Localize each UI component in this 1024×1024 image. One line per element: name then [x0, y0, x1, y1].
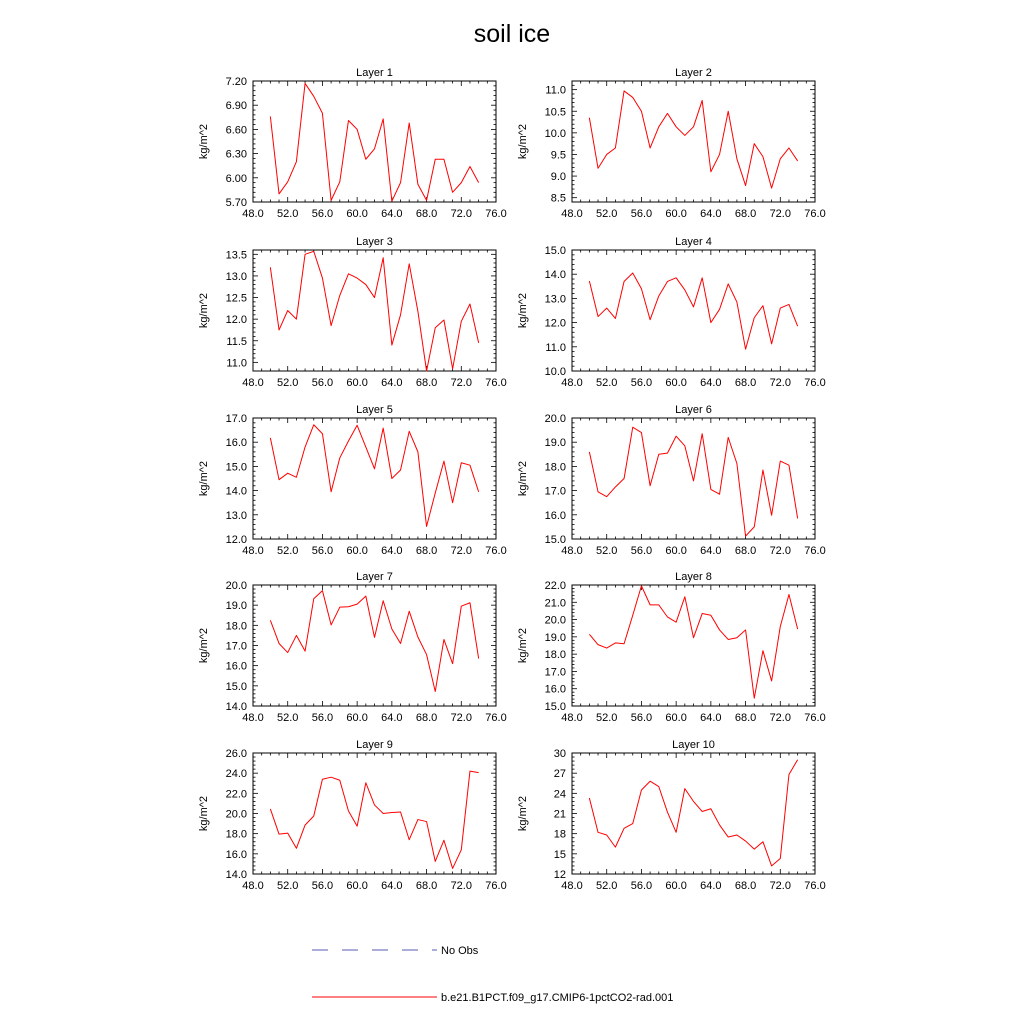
panel-1-title: Layer 1	[356, 67, 393, 79]
panel-8-xtick-label: 76.0	[804, 712, 826, 724]
panel-4-xtick-label: 68.0	[734, 377, 757, 389]
panel-4-ytick-label: 10.0	[544, 366, 566, 378]
panel-8-xtick-label: 60.0	[665, 712, 687, 724]
panel-10-xtick-label: 60.0	[665, 880, 687, 892]
panel-4-xtick-label: 64.0	[700, 377, 722, 389]
legend	[312, 945, 673, 1004]
panel-10-series-line	[589, 760, 797, 866]
panel-1-series-line	[270, 83, 478, 201]
panel-5-series-line	[270, 425, 478, 527]
panel-8-ytick-label: 15.0	[544, 701, 566, 713]
panel-7-ytick-label: 19.0	[225, 600, 247, 613]
panel-8-ytick-label: 21.0	[544, 597, 566, 610]
panel-10-xtick-label: 68.0	[734, 880, 757, 892]
panel-8-xtick-label: 52.0	[596, 712, 618, 724]
panel-7-xtick-label: 68.0	[415, 712, 438, 724]
panel-9-xtick-label: 64.0	[381, 880, 403, 892]
panel-4-xtick-label: 76.0	[804, 377, 826, 389]
panel-4-ytick-label: 13.0	[544, 293, 566, 306]
panel-2-xtick-label: 60.0	[665, 208, 687, 220]
panel-1-xtick-label: 52.0	[277, 208, 299, 220]
panel-8-xtick-label: 48.0	[561, 712, 583, 724]
panel-3-ytick-label: 12.5	[225, 292, 247, 305]
panel-8-series-line	[589, 586, 797, 698]
panel-6-ytick-label: 18.0	[544, 461, 566, 474]
panel-7-ytick-label: 16.0	[225, 660, 247, 673]
panel-2-xtick-label: 56.0	[630, 208, 653, 220]
panel-10-xtick-label: 56.0	[630, 880, 653, 892]
panel-5-ytick-label: 15.0	[225, 461, 247, 474]
panel-6-ylabel: kg/m^2	[517, 460, 529, 497]
panel-9-xtick-label: 76.0	[485, 880, 507, 892]
panel-10-xtick-label: 48.0	[561, 880, 583, 892]
panel-3-title: Layer 3	[356, 236, 393, 248]
panel-9	[198, 739, 507, 892]
panel-8-frame	[572, 585, 815, 706]
panel-2-ytick-label: 9.0	[550, 171, 566, 184]
panel-4-xtick-label: 60.0	[665, 377, 687, 389]
panel-5-ytick-label: 13.0	[225, 509, 247, 522]
panel-5-xtick-label: 52.0	[277, 545, 299, 557]
panel-8-ytick-label: 16.0	[544, 683, 566, 696]
panel-7-ylabel: kg/m^2	[198, 627, 210, 664]
panel-7-xtick-label: 56.0	[311, 712, 334, 724]
panel-3-ytick-label: 11.5	[226, 335, 247, 348]
panel-4	[517, 236, 826, 389]
panel-10-frame	[572, 753, 815, 874]
panel-8-ytick-label: 18.0	[544, 649, 566, 662]
panel-6-xtick-label: 48.0	[561, 545, 583, 557]
panel-1-ytick-label: 6.60	[225, 124, 247, 137]
panel-1-xtick-label: 68.0	[415, 208, 438, 220]
panel-5-ytick-label: 12.0	[225, 534, 247, 546]
panel-1-ytick-label: 6.00	[225, 172, 247, 185]
panel-9-ytick-label: 22.0	[225, 788, 247, 801]
panel-8-ytick-label: 22.0	[544, 580, 566, 592]
panel-8-ytick-label: 20.0	[544, 614, 566, 627]
panel-9-ytick-label: 24.0	[225, 768, 247, 781]
panel-3	[198, 236, 507, 389]
panel-6-ytick-label: 16.0	[544, 509, 566, 522]
panel-5-ylabel: kg/m^2	[198, 460, 210, 497]
panel-5-ytick-label: 17.0	[225, 413, 247, 425]
panel-5-xtick-label: 68.0	[415, 545, 438, 557]
figure-title: soil ice	[473, 20, 551, 48]
panel-9-ytick-label: 26.0	[225, 748, 247, 760]
panel-1	[198, 67, 507, 220]
panel-6-title: Layer 6	[675, 404, 712, 416]
panel-1-xtick-label: 76.0	[485, 208, 507, 220]
panel-9-xtick-label: 48.0	[242, 880, 264, 892]
panel-5-xtick-label: 64.0	[381, 545, 403, 557]
panel-9-xtick-label: 56.0	[311, 880, 334, 892]
panel-2-ytick-label: 11.0	[545, 84, 566, 97]
panel-2-xtick-label: 68.0	[734, 208, 757, 220]
panel-8-xtick-label: 72.0	[769, 712, 791, 724]
panel-5-xtick-label: 76.0	[485, 545, 507, 557]
panel-7-ytick-label: 17.0	[225, 640, 247, 653]
panel-9-ytick-label: 14.0	[225, 869, 247, 881]
panel-8-ytick-label: 19.0	[544, 631, 566, 644]
panel-8-title: Layer 8	[675, 571, 712, 583]
panel-10-ytick-label: 27	[553, 768, 566, 781]
panel-2-xtick-label: 76.0	[804, 208, 826, 220]
panel-10-xtick-label: 72.0	[769, 880, 791, 892]
panel-2-xtick-label: 64.0	[700, 208, 722, 220]
panel-4-xtick-label: 52.0	[596, 377, 618, 389]
panel-6-xtick-label: 64.0	[700, 545, 722, 557]
panel-5-xtick-label: 48.0	[242, 545, 264, 557]
panel-7-xtick-label: 52.0	[277, 712, 299, 724]
panel-6-ytick-label: 19.0	[544, 437, 566, 450]
panel-8-ytick-label: 17.0	[544, 666, 566, 679]
panel-8-xtick-label: 68.0	[734, 712, 757, 724]
panel-7-xtick-label: 72.0	[450, 712, 472, 724]
panel-5-ytick-label: 14.0	[225, 485, 247, 498]
panel-4-ytick-label: 11.0	[545, 341, 566, 354]
panel-2-ytick-label: 8.5	[550, 192, 566, 205]
panel-4-ytick-label: 14.0	[544, 269, 566, 282]
panel-6	[517, 404, 826, 557]
panel-5-ytick-label: 16.0	[225, 437, 247, 450]
panel-10-ytick-label: 15	[553, 848, 566, 861]
panel-6-ytick-label: 17.0	[544, 485, 566, 498]
panel-9-xtick-label: 68.0	[415, 880, 438, 892]
panel-3-ylabel: kg/m^2	[198, 292, 210, 329]
panel-5-xtick-label: 72.0	[450, 545, 472, 557]
panel-9-frame	[253, 753, 496, 874]
panel-6-xtick-label: 52.0	[596, 545, 618, 557]
panel-7-xtick-label: 60.0	[346, 712, 368, 724]
panel-7-ytick-label: 14.0	[225, 701, 247, 713]
panel-3-xtick-label: 64.0	[381, 377, 403, 389]
panel-2-series-line	[589, 91, 797, 188]
panel-6-series-line	[589, 427, 797, 536]
panel-5-xtick-label: 56.0	[311, 545, 334, 557]
panel-6-ytick-label: 15.0	[544, 534, 566, 546]
panel-5	[198, 404, 507, 557]
panel-8-xtick-label: 56.0	[630, 712, 653, 724]
panel-9-xtick-label: 60.0	[346, 880, 368, 892]
panel-1-ytick-label: 6.30	[225, 148, 247, 161]
panel-2-title: Layer 2	[675, 67, 712, 79]
panel-7-ytick-label: 15.0	[225, 680, 247, 693]
panel-4-xtick-label: 48.0	[561, 377, 583, 389]
panel-3-xtick-label: 76.0	[485, 377, 507, 389]
panel-1-ylabel: kg/m^2	[198, 123, 210, 160]
panel-7-frame	[253, 585, 496, 706]
panel-2	[517, 67, 826, 220]
panel-1-xtick-label: 48.0	[242, 208, 264, 220]
panel-7-ytick-label: 18.0	[225, 620, 247, 633]
panel-4-xtick-label: 56.0	[630, 377, 653, 389]
panel-9-xtick-label: 52.0	[277, 880, 299, 892]
panel-1-xtick-label: 56.0	[311, 208, 334, 220]
panel-3-xtick-label: 48.0	[242, 377, 264, 389]
panel-3-xtick-label: 56.0	[311, 377, 334, 389]
panel-3-ytick-label: 11.0	[226, 357, 247, 370]
panel-3-ytick-label: 13.0	[225, 270, 247, 283]
panel-3-xtick-label: 72.0	[450, 377, 472, 389]
panel-7	[198, 571, 507, 724]
panel-6-ytick-label: 20.0	[544, 413, 566, 425]
panel-2-ytick-label: 10.5	[544, 106, 566, 119]
panel-3-frame	[253, 250, 496, 371]
panel-1-ytick-label: 6.90	[225, 100, 247, 113]
panel-10-title: Layer 10	[672, 739, 715, 751]
panel-7-ytick-label: 20.0	[225, 580, 247, 592]
panel-3-series-line	[270, 251, 478, 371]
panel-9-ytick-label: 20.0	[225, 808, 247, 821]
panel-10-ytick-label: 21	[553, 808, 566, 821]
panel-4-series-line	[589, 273, 797, 349]
panel-6-xtick-label: 72.0	[769, 545, 791, 557]
panel-2-ytick-label: 10.0	[544, 127, 566, 140]
panel-7-series-line	[270, 591, 478, 692]
panel-2-xtick-label: 72.0	[769, 208, 791, 220]
panel-2-xtick-label: 48.0	[561, 208, 583, 220]
panel-2-ytick-label: 9.5	[550, 149, 566, 162]
panel-10-ytick-label: 12	[553, 869, 566, 881]
panel-10-ylabel: kg/m^2	[517, 795, 529, 832]
panel-3-xtick-label: 60.0	[346, 377, 368, 389]
panel-4-title: Layer 4	[675, 236, 712, 248]
legend-label-2: b.e21.B1PCT.f09_g17.CMIP6-1pctCO2-rad.001	[441, 992, 674, 1004]
panel-4-ytick-label: 12.0	[544, 317, 566, 330]
panel-7-title: Layer 7	[356, 571, 393, 583]
panel-2-xtick-label: 52.0	[596, 208, 618, 220]
panel-9-ytick-label: 18.0	[225, 828, 247, 841]
panels	[198, 67, 826, 892]
panel-10-xtick-label: 52.0	[596, 880, 618, 892]
panel-6-xtick-label: 76.0	[804, 545, 826, 557]
panel-4-ytick-label: 15.0	[544, 245, 566, 257]
panel-1-xtick-label: 64.0	[381, 208, 403, 220]
panel-1-ytick-label: 7.20	[225, 76, 247, 88]
panel-2-ylabel: kg/m^2	[517, 123, 529, 160]
panel-10-xtick-label: 64.0	[700, 880, 722, 892]
panel-10-ytick-label: 30	[553, 748, 566, 760]
panel-3-xtick-label: 52.0	[277, 377, 299, 389]
panel-7-xtick-label: 76.0	[485, 712, 507, 724]
panel-10-ytick-label: 24	[553, 788, 566, 801]
panel-5-xtick-label: 60.0	[346, 545, 368, 557]
panel-9-title: Layer 9	[356, 739, 393, 751]
panel-8-ylabel: kg/m^2	[517, 627, 529, 664]
panel-8	[517, 571, 826, 724]
panel-4-xtick-label: 72.0	[769, 377, 791, 389]
panel-8-xtick-label: 64.0	[700, 712, 722, 724]
panel-7-xtick-label: 64.0	[381, 712, 403, 724]
panel-10-xtick-label: 76.0	[804, 880, 826, 892]
panel-3-ytick-label: 13.5	[225, 249, 247, 262]
panel-5-title: Layer 5	[356, 404, 393, 416]
panel-1-xtick-label: 72.0	[450, 208, 472, 220]
panel-6-xtick-label: 60.0	[665, 545, 687, 557]
panel-3-xtick-label: 68.0	[415, 377, 438, 389]
panel-4-ylabel: kg/m^2	[517, 292, 529, 329]
panel-3-ytick-label: 12.0	[225, 314, 247, 327]
panel-9-xtick-label: 72.0	[450, 880, 472, 892]
panel-6-xtick-label: 56.0	[630, 545, 653, 557]
panel-5-frame	[253, 418, 496, 539]
panel-2-frame	[572, 81, 815, 202]
panel-10-ytick-label: 18	[553, 828, 566, 841]
panel-1-ytick-label: 5.70	[225, 197, 247, 209]
panel-9-ylabel: kg/m^2	[198, 795, 210, 832]
panel-9-ytick-label: 16.0	[225, 848, 247, 861]
legend-label-1: No Obs	[441, 945, 479, 957]
panel-6-xtick-label: 68.0	[734, 545, 757, 557]
panel-10	[517, 739, 826, 892]
panel-7-xtick-label: 48.0	[242, 712, 264, 724]
panel-9-series-line	[270, 771, 478, 868]
panel-1-xtick-label: 60.0	[346, 208, 368, 220]
